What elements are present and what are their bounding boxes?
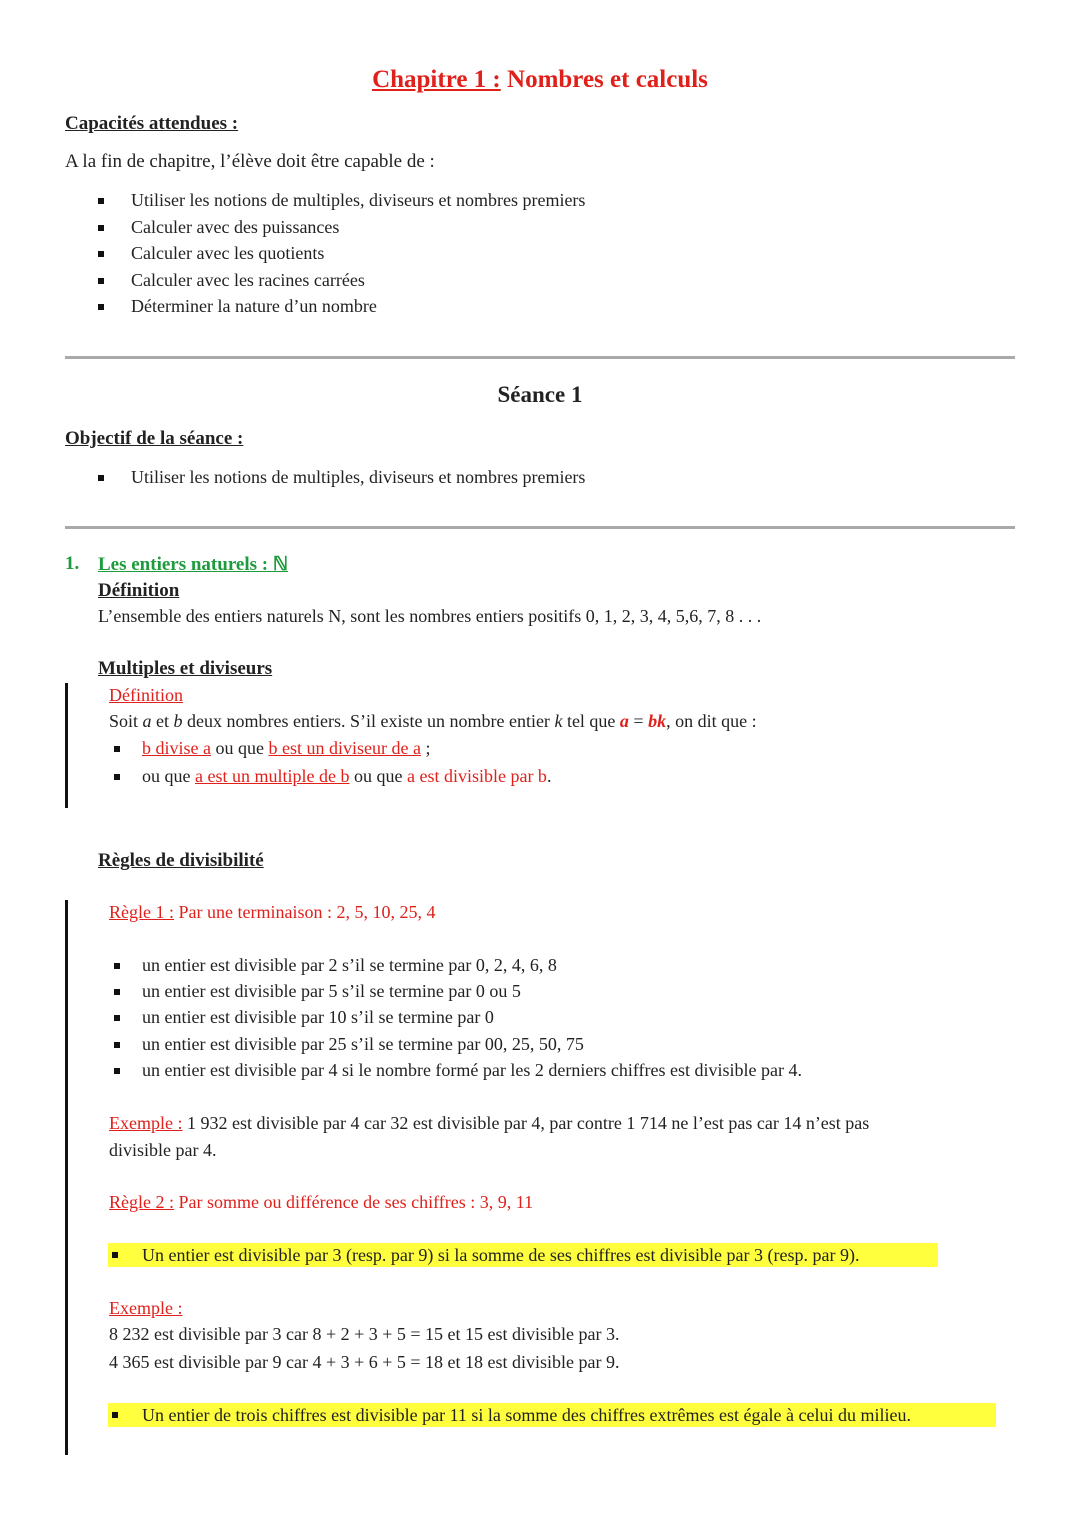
bullet-icon [114,1015,120,1021]
section-number: 1. [65,553,80,574]
chapter-name: Nombres et calculs [500,66,708,93]
capacites-heading: Capacités attendues : [65,113,239,134]
multiples-heading: Multiples et diviseurs [98,658,273,679]
bullet-icon [114,963,120,969]
list-item: Déterminer la nature d’un nombre [131,296,377,316]
multiples-bullet-2: ou que a est un multiple de b ou que a est divisible par b. [142,766,552,786]
regle11-highlight-text: Un entier de trois chiffres est divisible par 11 si la somme des chiffres extrêmes est égale à celui du milieu. [142,1405,911,1425]
bullet-icon [114,989,120,995]
list-item: Utiliser les notions de multiples, diviseurs et nombres premiers [131,190,586,210]
margin-bar [65,683,68,808]
objective-heading: Objectif de la séance : [65,428,244,449]
definition-heading: Définition [98,580,180,601]
chapter-title [0,66,1080,94]
bullet-icon [98,225,104,231]
bullet-icon [98,304,104,310]
list-item: Calculer avec les racines carrées [131,270,365,290]
exemple2-line1: 8 232 est divisible par 3 car 8 + 2 + 3 + 5 = 15 et 15 est divisible par 3. [109,1324,620,1344]
objective-item: Utiliser les notions de multiples, diviseurs et nombres premiers [131,467,586,487]
bullet-icon [98,278,104,284]
section-title: Les entiers naturels : ℕ [98,554,289,575]
bullet-icon [98,475,104,481]
list-item: Calculer avec les quotients [131,243,325,263]
bullet-icon [112,1252,118,1258]
list-item: un entier est divisible par 10 s’il se termine par 0 [142,1007,494,1027]
definition-text: L’ensemble des entiers naturels N, sont les nombres entiers positifs 0, 1, 2, 3, 4, 5,6, 7, 8 . . . [98,606,762,626]
capacites-intro: A la fin de chapitre, l’élève doit être capable de : [65,151,435,172]
chapter-prefix: Chapitre 1 : [372,66,501,93]
regle2: Règle 2 : Par somme ou différence de ses chiffres : 3, 9, 11 [109,1192,534,1212]
bullet-icon [114,746,120,752]
exemple1-line2: divisible par 4. [109,1140,217,1160]
list-item: un entier est divisible par 25 s’il se termine par 00, 25, 50, 75 [142,1034,584,1054]
list-item: un entier est divisible par 4 si le nombre formé par les 2 derniers chiffres est divisible par 4. [142,1060,802,1080]
list-item: un entier est divisible par 2 s’il se termine par 0, 2, 4, 6, 8 [142,955,557,975]
exemple1-line1: Exemple : 1 932 est divisible par 4 car 32 est divisible par 4, par contre 1 714 ne l’est pas car 14 n’est pas [109,1113,870,1133]
multiples-bullet-1: b divise a ou que b est un diviseur de a ; [142,738,431,758]
bullet-icon [114,774,120,780]
bullet-icon [98,251,104,257]
list-item: un entier est divisible par 5 s’il se termine par 0 ou 5 [142,981,521,1001]
exemple2-line2: 4 365 est divisible par 9 car 4 + 3 + 6 + 5 = 18 et 18 est divisible par 9. [109,1352,620,1372]
bullet-icon [98,198,104,204]
margin-bar [65,900,68,1455]
regle2-highlight-text: Un entier est divisible par 3 (resp. par 9) si la somme de ses chiffres est divisible par 3 (resp. par 9). [142,1245,860,1265]
exemple2-label: Exemple : [109,1298,183,1318]
multiples-def-line: Soit a et b deux nombres entiers. S’il existe un nombre entier k tel que a = bk, on dit que : [109,711,757,731]
seance-title: Séance 1 [497,382,583,407]
bullet-icon [114,1042,120,1048]
divider [65,356,1015,359]
bullet-icon [112,1412,118,1418]
multiples-def-label: Définition [109,685,183,705]
regles-heading: Règles de divisibilité [98,850,264,871]
list-item: Calculer avec des puissances [131,217,340,237]
regle1: Règle 1 : Par une terminaison : 2, 5, 10, 25, 4 [109,902,436,922]
divider [65,526,1015,529]
bullet-icon [114,1068,120,1074]
